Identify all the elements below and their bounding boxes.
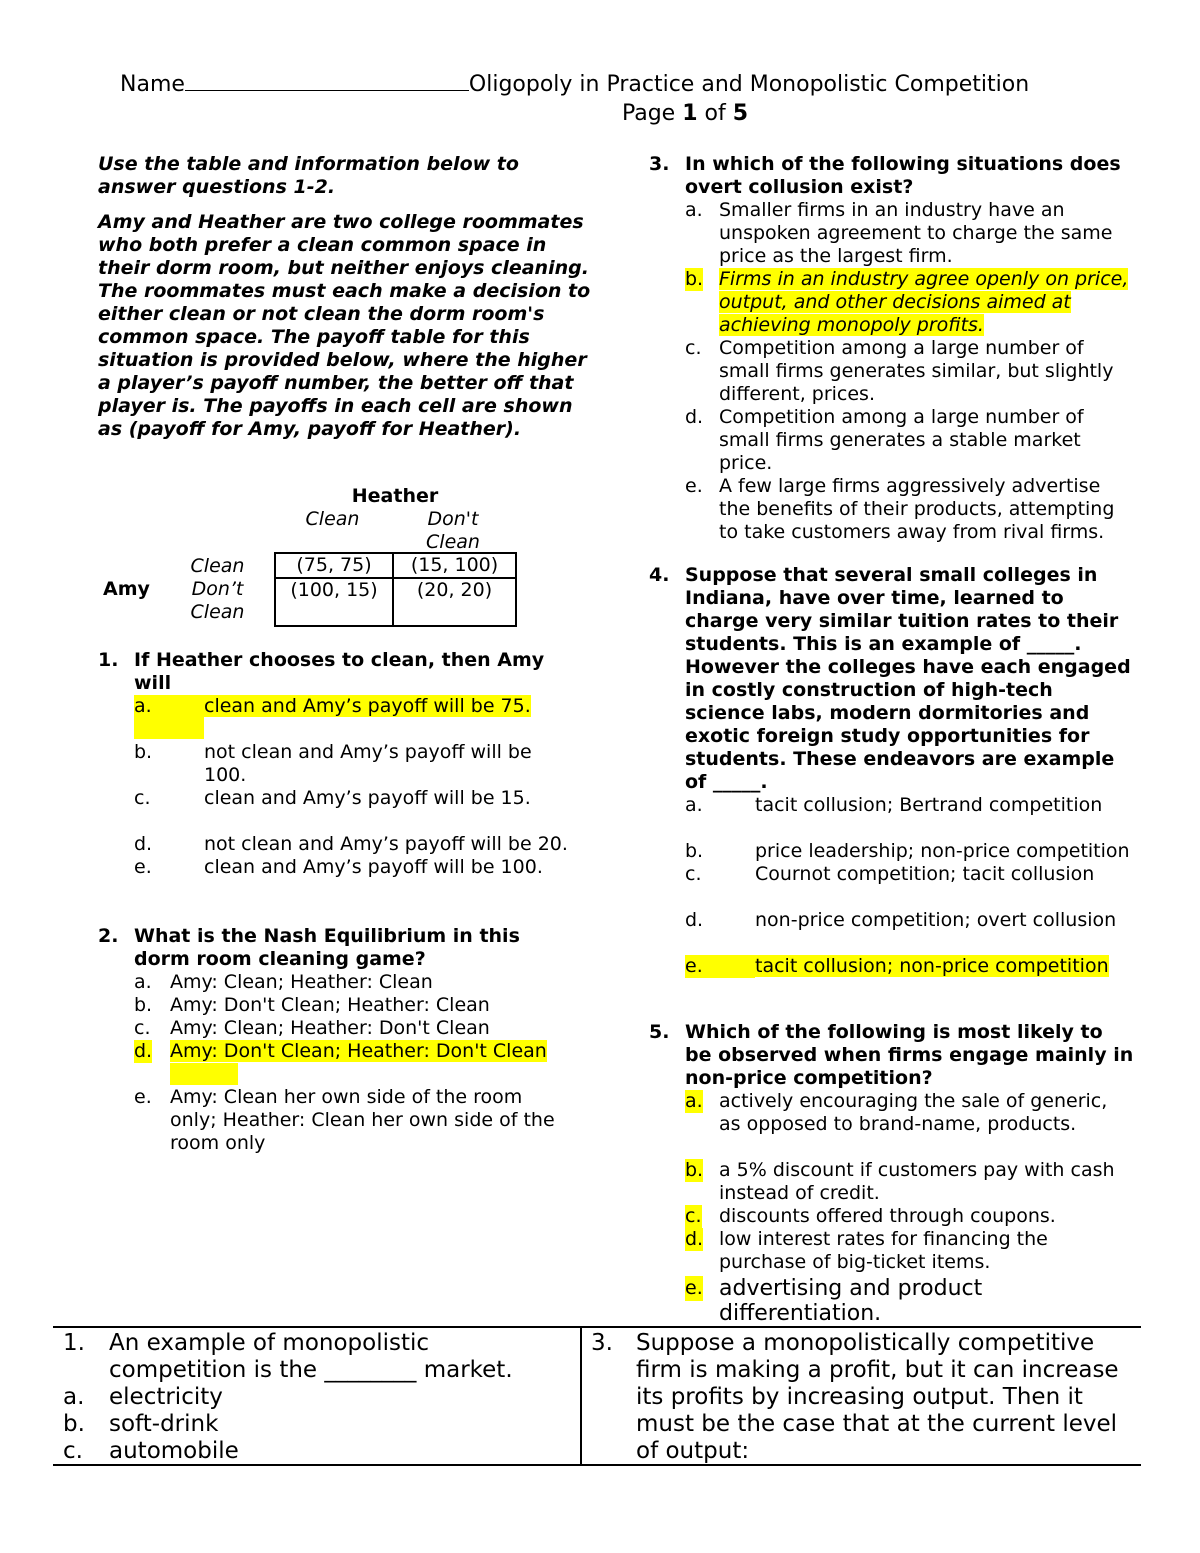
answer-option: d. Competition among a large number of small firms generates a stable market price.: [685, 406, 1084, 474]
answer-option: c. clean and Amy’s payoff will be 15.: [134, 787, 531, 809]
col-header-clean: Clean: [305, 508, 360, 530]
question-stem: 1. An example of monopolistic competition is the ________ market.: [63, 1330, 513, 1383]
answer-option: b. soft-drink: [63, 1411, 219, 1437]
col-player-label: Heather: [351, 485, 439, 507]
payoff-grid: [274, 552, 517, 627]
answer-option: c. Cournot competition; tacit collusion: [685, 863, 1095, 885]
answer-option: c. Amy: Clean; Heather: Don't Clean: [134, 1017, 490, 1039]
answer-option: a. clean and Amy’s payoff will be 75.: [98, 695, 578, 741]
question-2: [98, 925, 568, 1155]
question-stem: 3. In which of the following situations does overt collusion exist?: [649, 153, 1121, 198]
answer-option: a. Smaller firms in an industry have an unspoken agreement to charge the same price as the largest firm.: [685, 199, 1113, 267]
question-4: [649, 564, 1134, 978]
answer-option: e. A few large firms aggressively advertise the benefits of their products, attempting to take customers away from rival firms.: [685, 475, 1115, 543]
payoff-cell: (15, 100): [392, 552, 515, 577]
bottom-question-1: [63, 1330, 568, 1465]
question-stem: 4. Suppose that several small colleges in Indiana, have over time, learned to charge very similar tuition rates to their students. This is an example of _____. However the colleges have each engaged in costly construction of high-tech science labs, modern dormitories and exotic foreign study opportunities for students. These endeavors are example of _____.: [649, 564, 1131, 793]
question-1: [98, 649, 578, 879]
page-title: Oligopoly in Practice and Monopolistic Competition: [468, 72, 1030, 97]
answer-option: e. tacit collusion; non-price competition: [685, 955, 1109, 977]
highlight-mark: [170, 1063, 238, 1085]
question-stem: 3. Suppose a monopolistically competitive firm is making a profit, but it can increase its profits by increasing output. Then it must be the case that at the current level of output:: [591, 1330, 1119, 1464]
answer-option: d. low interest rates for financing the purchase of big-ticket items.: [685, 1228, 1048, 1273]
answer-option: d. not clean and Amy’s payoff will be 20.: [134, 833, 568, 855]
answer-option: c. Competition among a large number of small firms generates similar, but slightly different, prices.: [685, 337, 1114, 405]
question-stem: 1. If Heather chooses to clean, then Amy will: [98, 649, 545, 694]
answer-option: c. automobile: [63, 1438, 239, 1464]
name-blank: [185, 72, 469, 91]
answer-option: b. Amy: Don't Clean; Heather: Clean: [134, 994, 490, 1016]
answer-option: a. Amy: Clean; Heather: Clean: [134, 971, 433, 993]
answer-option: b. Firms in an industry agree openly on price, output, and other decisions aimed at achieving monopoly profits.: [685, 268, 1129, 336]
question-5: [649, 1021, 1134, 1326]
table-divider: [580, 1328, 582, 1464]
answer-option: a. electricity: [63, 1384, 223, 1410]
row-header-clean: Clean: [190, 555, 245, 577]
row-header-dont-clean: Don’t Clean: [190, 578, 245, 623]
payoff-cell: (75, 75): [274, 552, 392, 577]
answer-option: d. non-price competition; overt collusion: [685, 909, 1117, 931]
bottom-question-3: [591, 1330, 1136, 1465]
header-line: [120, 72, 1029, 98]
answer-option: e. advertising and product differentiation.: [685, 1276, 983, 1326]
answer-option: c. discounts offered through coupons.: [685, 1205, 1056, 1227]
bottom-question-table: [53, 1326, 1141, 1466]
row-player-label: Amy: [103, 578, 150, 600]
question-stem: 2. What is the Nash Equilibrium in this dorm room cleaning game?: [98, 925, 520, 970]
intro-paragraph: Amy and Heather are two college roommates who both prefer a clean common space in their dorm room, but neither enjoys cleaning. The roommates must each make a decision to either clean or not clean the dorm room's common space. The payoff table for this situation is provided below, where the higher a player’s payoff number, the better off that player is. The payoffs in each cell are shown as (payoff for Amy, payoff for Heather).: [98, 211, 591, 440]
answer-option: d. Amy: Don't Clean; Heather: Don't Clean: [98, 1040, 568, 1086]
col-header-dont-clean: Don't Clean: [426, 508, 480, 553]
name-label: Name: [120, 72, 185, 97]
answer-option: b. price leadership; non-price competition: [685, 840, 1130, 862]
intro-instruction: Use the table and information below to answer questions 1-2.: [98, 153, 519, 198]
payoff-cell: (20, 20): [392, 577, 515, 625]
answer-option: a. actively encouraging the sale of generic, as opposed to brand-name, products.: [685, 1090, 1108, 1135]
page-number: Page 1 of 5: [621, 101, 749, 126]
question-3: [649, 153, 1134, 544]
answer-option: e. Amy: Clean her own side of the room only; Heather: Clean her own side of the room only: [134, 1086, 555, 1154]
answer-option: b. a 5% discount if customers pay with cash instead of credit.: [685, 1159, 1115, 1204]
answer-option: a. tacit collusion; Bertrand competition: [685, 794, 1103, 816]
payoff-cell: (100, 15): [274, 577, 392, 625]
question-stem: 5. Which of the following is most likely to be observed when firms engage mainly in non-price competition?: [649, 1021, 1134, 1089]
answer-option: e. clean and Amy’s payoff will be 100.: [134, 856, 543, 878]
answer-option: b. not clean and Amy’s payoff will be 100.: [134, 741, 532, 786]
